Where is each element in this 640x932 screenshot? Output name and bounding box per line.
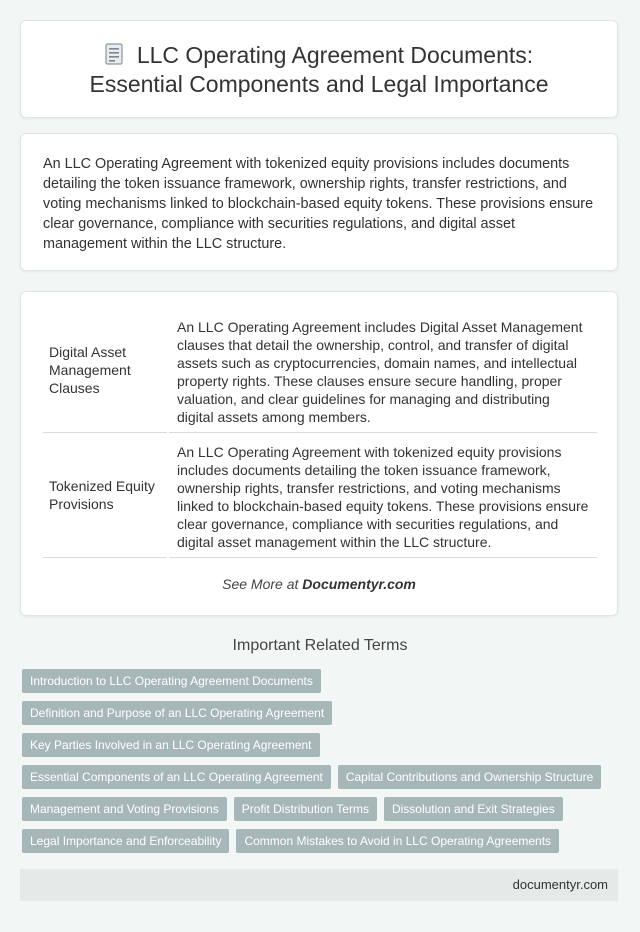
table-row (43, 308, 597, 433)
related-terms-list (22, 669, 612, 861)
title-card (20, 20, 618, 118)
table-row (43, 433, 597, 558)
related-term-tag[interactable]: Essential Components of an LLC Operating Agreement (22, 765, 331, 789)
summary-card (20, 133, 618, 271)
see-more-site[interactable]: Documentyr.com (302, 576, 416, 592)
term-cell: Tokenized Equity Provisions (43, 433, 168, 558)
related-term-tag[interactable]: Common Mistakes to Avoid in LLC Operating Agreements (236, 829, 559, 853)
description-cell: An LLC Operating Agreement with tokenized equity provisions includes documents detailing the token issuance framework, ownership rights, transfer restrictions, and voting mechanisms linked to blockchain-based equity tokens. These provisions ensure clear governance, compliance with securities regulations, and digital asset management within the LLC structure. (168, 433, 597, 558)
summary-text: An LLC Operating Agreement with tokenized equity provisions includes documents detailing the token issuance framework, ownership rights, transfer restrictions, and voting mechanisms linked to blockchain-based equity tokens. These provisions ensure clear governance, compliance with securities regulations, and digital asset management within the LLC structure. (43, 156, 594, 252)
related-term-tag[interactable]: Legal Importance and Enforceability (22, 829, 229, 853)
related-term-tag[interactable]: Capital Contributions and Ownership Structure (338, 765, 601, 789)
see-more-prefix: See More at (222, 576, 299, 592)
title-line-1: LLC Operating Agreement Documents: (136, 42, 534, 68)
document-icon (105, 43, 123, 65)
related-term-tag[interactable]: Management and Voting Provisions (22, 797, 227, 821)
related-term-tag[interactable]: Introduction to LLC Operating Agreement Documents (22, 669, 321, 693)
page-title (21, 41, 617, 99)
related-term-tag[interactable]: Dissolution and Exit Strategies (384, 797, 563, 821)
title-line-2: Essential Components and Legal Importance (89, 71, 549, 97)
related-term-tag[interactable]: Key Parties Involved in an LLC Operating Agreement (22, 733, 320, 757)
terms-table-card (20, 291, 618, 616)
footer (20, 869, 618, 901)
footer-site[interactable]: documentyr.com (512, 877, 608, 892)
term-cell: Digital Asset Management Clauses (43, 308, 168, 433)
see-more-link[interactable] (21, 576, 617, 592)
related-terms-heading: Important Related Terms (232, 637, 408, 654)
terms-table (43, 308, 597, 558)
related-term-tag[interactable]: Definition and Purpose of an LLC Operating Agreement (22, 701, 332, 725)
related-term-tag[interactable]: Profit Distribution Terms (234, 797, 377, 821)
description-cell: An LLC Operating Agreement includes Digital Asset Management clauses that detail the ownership, control, and transfer of digital assets such as cryptocurrencies, domain names, and intellectual property rights. These clauses ensure secure handling, proper valuation, and clear guidelines for managing and distributing digital assets among members. (168, 308, 597, 433)
